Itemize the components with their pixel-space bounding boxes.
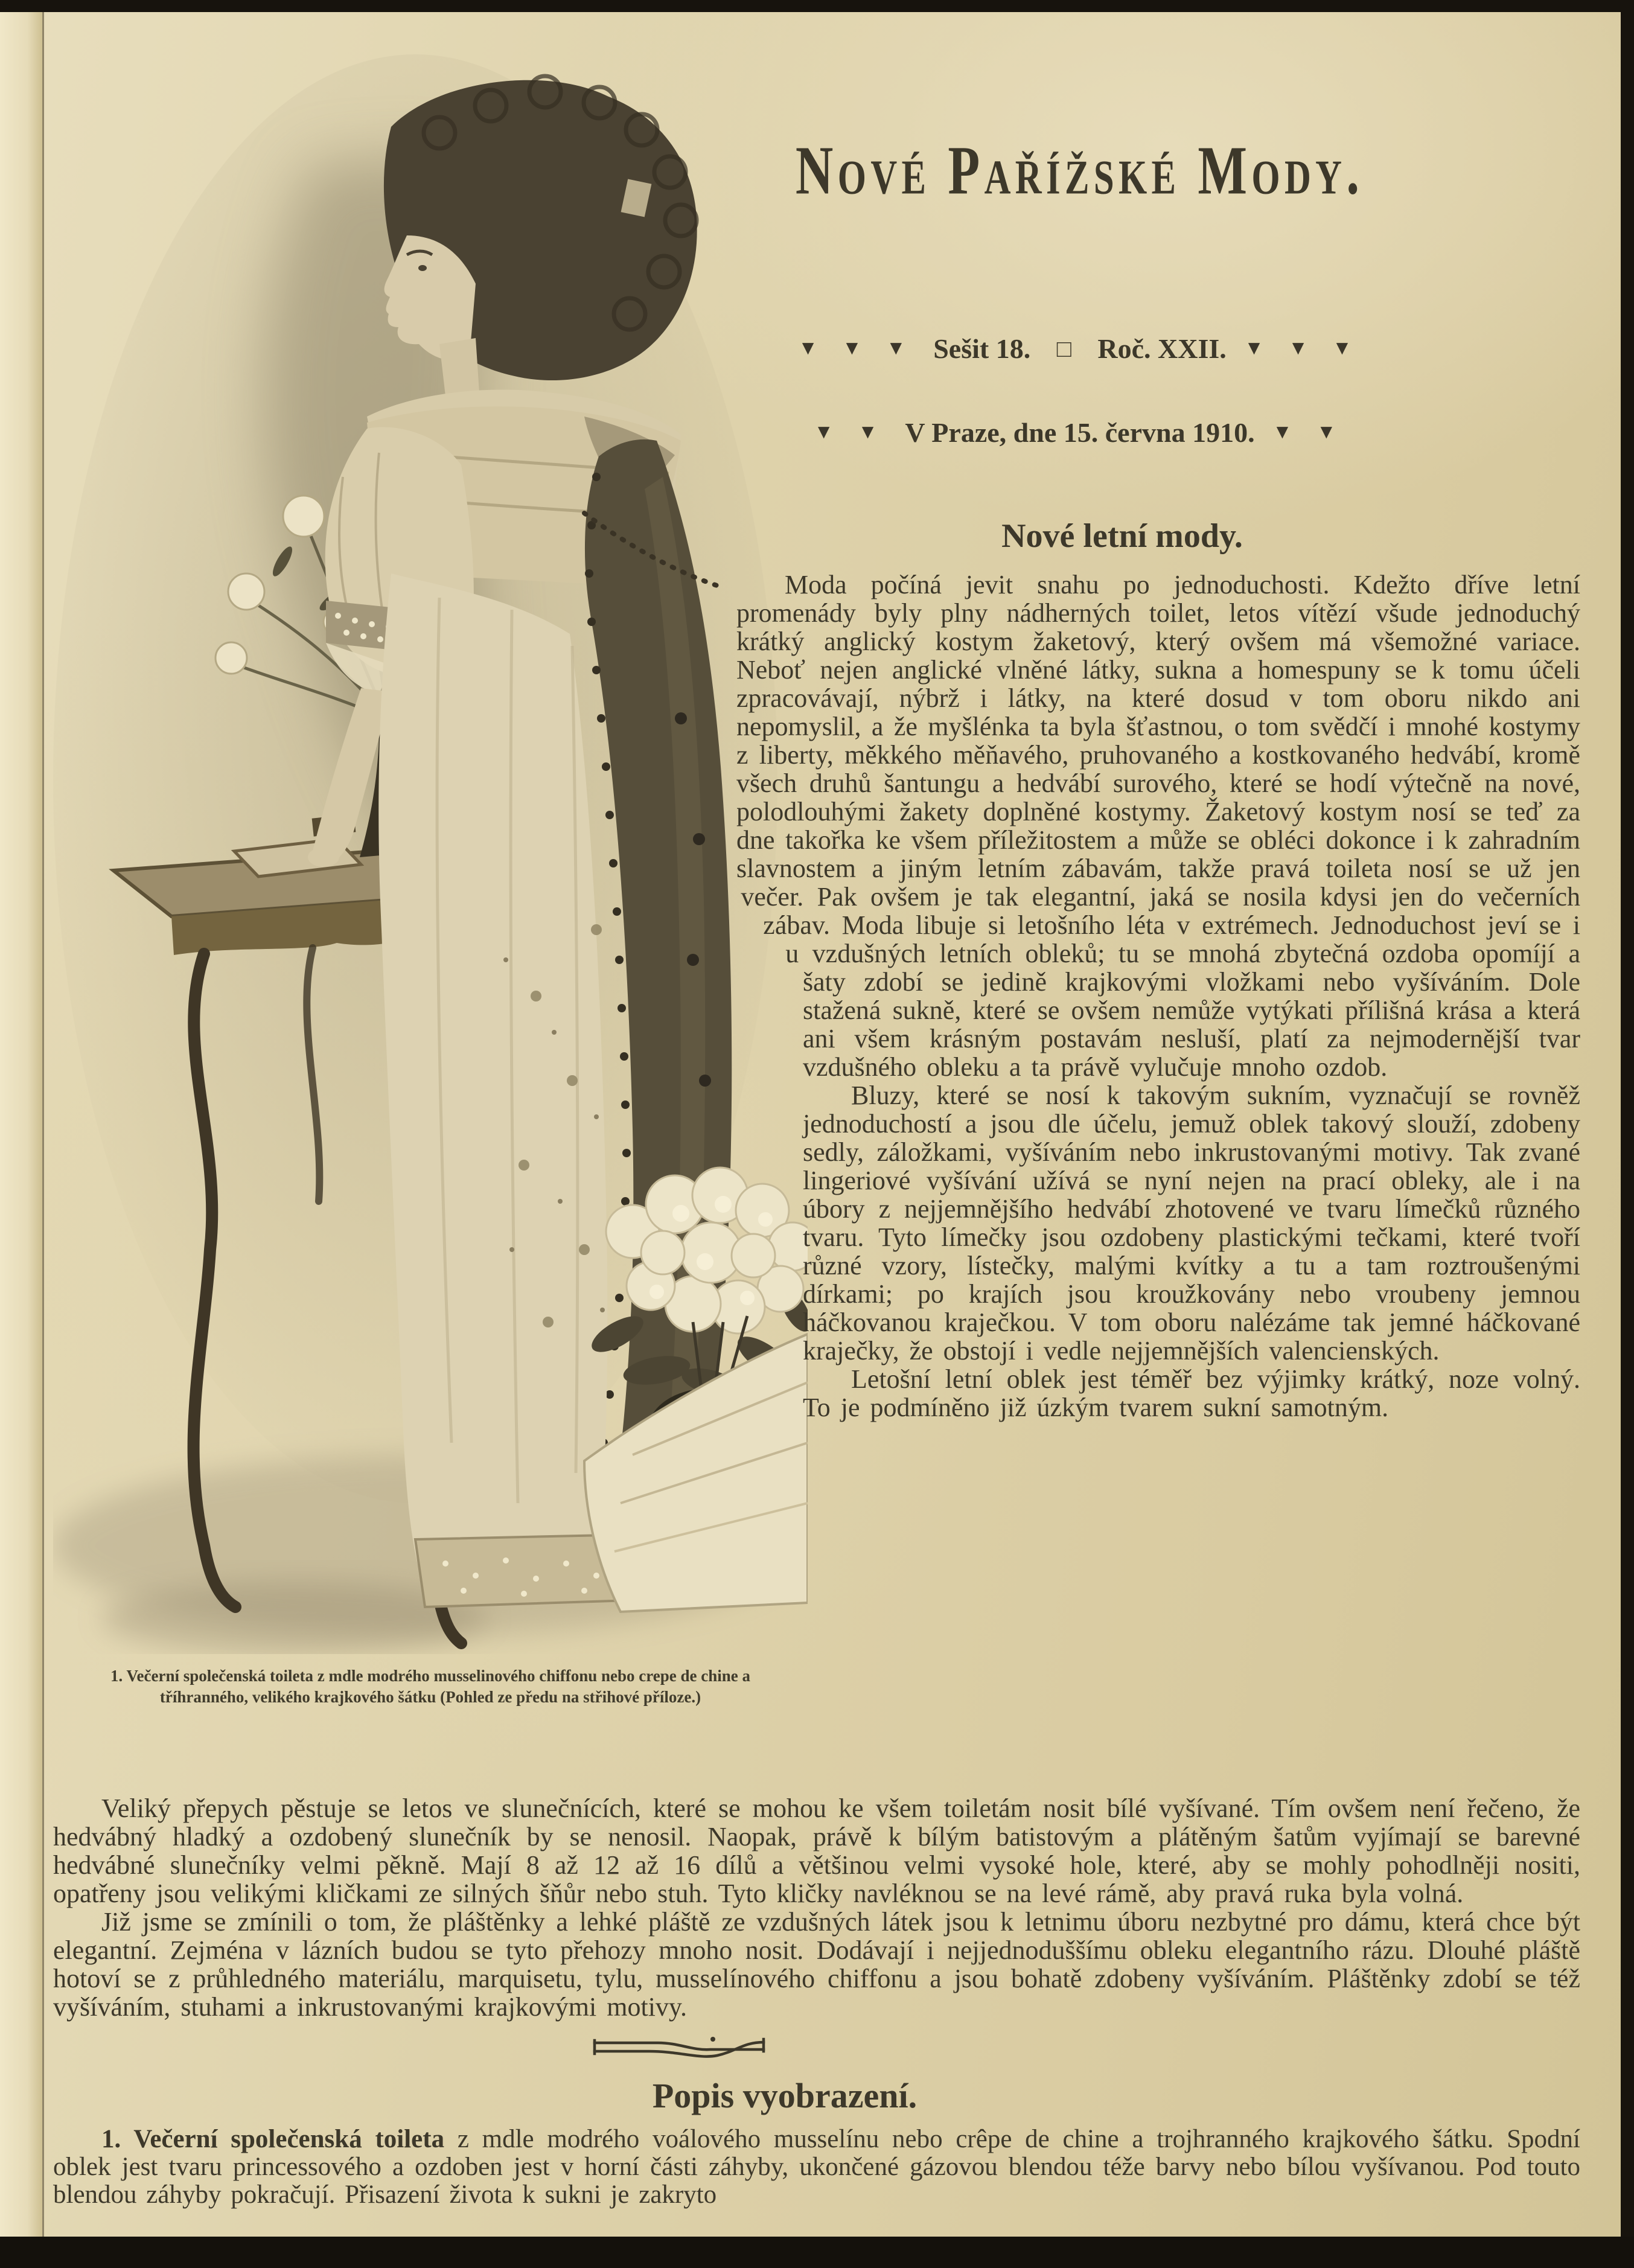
separator-square-icon: □ <box>1056 335 1071 363</box>
description-item <box>53 2126 1580 2209</box>
article-paragraph: Moda počíná jevit snahu po jednoduchosti. Kdežto dříve letní promenády byly plny nádherných toilet, letos vítězí všude jednoduchý krátký anglický kostym žaketový, který ovšem má všemožné variace. Neboť nejen anglické vlněné látky, sukna a homespuny se k tomu účeli zpracovávají, nýbrž i látky, na které dosud v tom oboru nikdo ani nepomyslil, a že myšlénka ta byla šťastnou, o tom svědčí i mnohé kostymy z liberty, měkkého měňavého, pruhovaného a kostkovaného hedvábí, kromě všech druhů šantungu a hedvábí surového, které se hodí výtečně na nové, polodlouhými žakety doplněné kostymy. Žaketový kostym nosí se teď za dne takořka ke všem příležitostem a může se obléci dokonce i k zahradním slavnostem a jiným letním zábavám, takže pravá toileta nosí se už jen večer. Pak ovšem je tak elegantní, jaká se nosila kdysi jen do večerních zábav. Moda libuje si letošního léta v extrémech. Jednoduchost jeví se i u vzdušných letních obleků; tu se mnohá zbytečná ozdoba opomíjí a šaty zdobí se jedině krajkovými vložkami nebo vyšíváním. Dole stažená sukně, které se ovšem nemůže vytýkati přílišná krása a která ani všem krásným postavám nesluší, platí za nejmodernější tvar vzdušného obleku a ta právě vylučuje mnoho ozdob. <box>736 570 1580 1082</box>
triangle-arrows-icon: ▼ ▼ ▼ <box>1244 337 1362 360</box>
description-item-text: z mdle modrého voálového musselínu nebo crêpe de chine a trojhranného krajkového šátku. Spodní oblek jest tvaru princessového a ozdoben jest v horní části záhyby, ukončené gázovou blendou téže barvy nebo bílou vyšívanou. Pod touto blendou záhyby pokračují. Přisazení života k sukni je zakryto <box>53 2125 1580 2209</box>
article-title: Nové letní mody. <box>1001 517 1243 555</box>
triangle-arrows-icon: ▼ ▼ ▼ <box>798 337 916 360</box>
magazine-title-text: Nové Pařížské Mody. <box>796 132 1364 209</box>
magazine-page <box>0 12 1622 2238</box>
fashion-photo-illustration <box>53 54 808 1654</box>
triangle-arrows-icon: ▼ ▼ <box>1272 421 1346 444</box>
section-divider-flourish <box>589 2034 770 2061</box>
page-spine-fold <box>0 12 44 2238</box>
section-title: Popis vyobrazení. <box>652 2076 918 2115</box>
article-paragraph: Bluzy, které se nosí k takovým sukním, vyznačují se rovněž jednoduchostí a jsou dle účelu, jemuž oblek takový slouží, zdobeny sedly, záložkami, vyšíváním nebo inkrustovanými motivy. Tak zvané lingeriové vyšívání užívá se nyní nejen na prací obleky, ale i na úbory z nejjemnějšího hedvábí zhotovené ve tvaru límečků různého tvaru. Tyto límečky jsou ozdobeny plastickými tečkami, které tvoří různé vzory, lístečky, malými kvítky a tu a tam roztroušenými dírkami; po krajích jsou kroužkovány nebo vroubeny jemnou háčkovanou kraječkou. V tom oboru nalézáme tak jemné háčkované kraječky, že obstojí i vedle nejjemnějších valencienských. <box>803 1081 1580 1366</box>
article-paragraph: Letošní letní oblek jest téměř bez výjimky krátký, noze volný. To je podmíněno již úzkým tvarem sukní samotným. <box>803 1364 1580 1423</box>
page-content <box>53 12 1580 2209</box>
issue-number: Sešit 18. <box>933 333 1031 365</box>
description-item-lead: 1. Večerní společenská toileta <box>101 2125 445 2153</box>
fashion-photo-figure <box>53 54 808 1793</box>
scan-border-top <box>0 0 1634 12</box>
scan-border-bottom <box>0 2237 1634 2268</box>
volume-number: Roč. XXII. <box>1097 333 1227 365</box>
figure-caption: 1. Večerní společenská toileta z mdle modrého musselinového chiffonu nebo crepe de chine a tříhranného, velikého krajkového šátku (Pohled ze předu na střihové příloze.) <box>110 1667 750 1706</box>
article-paragraph: Veliký přepych pěstuje se letos ve slunečnících, které se mohou ke všem toiletám nosit bílé vyšívané. Tím ovšem není řečeno, že hedvábný hladký a ozdobený slunečník by se nenosil. Naopak, právě k bílým batistovým a plátěným šatům vyjímají se barevné hedvábné slunečníky velmi pěkně. Mají 8 až 12 až 16 dílů a většinou velmi vysoké hole, které, aby se mohly pohodlněji nositi, opatřeny jsou velikými kličkami ze silných šňůr nebo stuh. Tyto kličky navléknou se na levé rámě, aby pravá ruka byla volná. <box>53 1794 1580 1908</box>
article-paragraph: Již jsme se zmínili o tom, že pláštěnky a lehké pláště ze vzdušných látek jsou k letnimu úboru nezbytné pro dámu, která chce být elegantní. Zejména v lázních budou se tyto přehozy mnoho nosit. Dodávají i nejjednoduššímu obleku elegantního rázu. Dlouhé pláště hotoví se z průhledného materiálu, marquisetu, tylu, musselínového chiffonu a jsou bohatě zdobeny vyšíváním. Pláštěnky zdobí se též vyšíváním, stuhami a inkrustovanými krajkovými motivy. <box>53 1907 1580 2022</box>
scan-border-right <box>1621 0 1634 2268</box>
publication-date: V Praze, dne 15. června 1910. <box>905 417 1255 449</box>
triangle-arrows-icon: ▼ ▼ <box>814 421 887 444</box>
